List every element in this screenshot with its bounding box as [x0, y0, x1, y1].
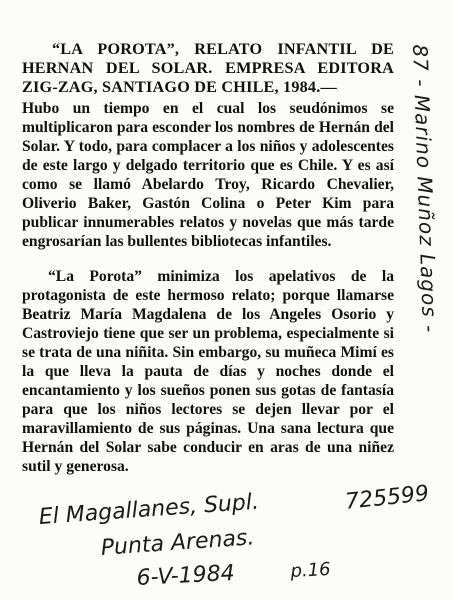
review-paragraph-1: Hubo un tiempo en el cual los seudónimos se multiplicaron para esconder los nombres de Hernán del Solar. Y todo, para complacer a los niños y adolescentes de este largo y delgado territorio que es Chile. Y es así como se llamó Abelardo Troy, Ricardo Chevalier, Oliverio Baker, Gastón Colina o Peter Kim para publicar innumerables relatos y novelas que más tarde engrosarían las bullentes bibliotecas infantiles. [22, 100, 394, 250]
handwritten-date: 6-V-1984 [136, 560, 236, 591]
handwritten-catalog-number: 725599 [344, 481, 431, 515]
book-review-article [22, 40, 394, 476]
handwritten-page-reference: p.16 [290, 558, 332, 582]
handwritten-author-note: 87 - Marino Muñoz Lagos - [408, 44, 443, 334]
review-headline: “LA POROTA”, RELATO INFANTIL DE HERNAN DEL SOLAR. EMPRESA EDITORA ZIG-ZAG, SANTIAGO DE CHILE, 1984.— [22, 40, 394, 96]
review-paragraph-2: “La Porota” minimiza los apelativos de la protagonista de este hermoso relato; porque llamarse Beatriz María Magdalena de los Angeles Osorio y Castroviejo tiene que ser un problema, especialmente si se trata de una niñita. Sin embargo, su muñeca Mimí es la que lleva la pauta de días y noches donde el encantamiento y los sueños ponen sus gotas de fantasía para que los niños lectores se dejen llevar por el maravillamiento de sus páginas. Una sana lectura que Hernán del Solar sabe conducir en aras de una niñez sutil y generosa. [22, 268, 394, 475]
handwritten-source-city: Punta Arenas. [100, 525, 256, 561]
handwritten-source-newspaper: El Magallanes, Supl. [38, 489, 260, 530]
